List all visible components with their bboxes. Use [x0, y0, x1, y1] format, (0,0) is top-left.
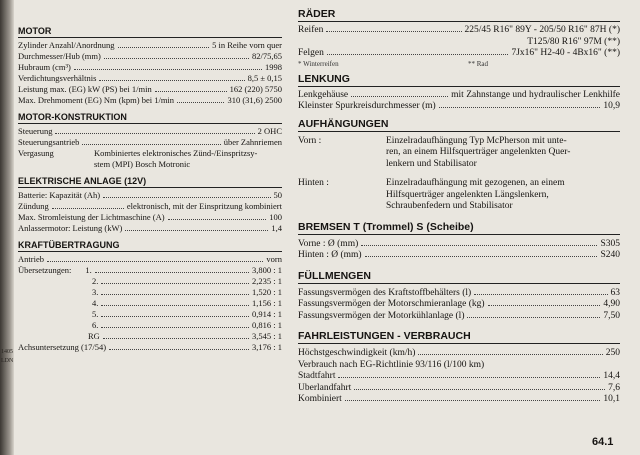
kraft-table: [18, 254, 282, 353]
page-number: 64.1: [592, 436, 614, 448]
table-row: Steuerungsantrieb über Zahnriemen: [18, 137, 282, 147]
table-row: Zylinder Anzahl/Anordnung 5 in Reihe vorn quer: [18, 40, 282, 50]
book-spine: [0, 0, 14, 455]
table-row: Stadtfahrt 14,4: [298, 371, 620, 381]
table-row: Vorn : Einzelradaufhängung Typ McPherson mit unte- ren, an einem Hilfsquerträger angelenkten Quer- lenkern und Stabilisator: [298, 135, 571, 169]
table-row: Verbrauch nach EG-Richtlinie 93/116 (l/100 km): [298, 359, 485, 370]
footnotes: * Winterreifen ** Rad: [298, 59, 488, 68]
table-row: Fassungsvermögen der Motorschmieranlage (kg) 4,90: [298, 299, 620, 309]
left-column: [18, 0, 282, 353]
right-column: [298, 0, 620, 406]
table-row: Durchmesser/Hub (mm) 82/75,65: [18, 51, 282, 61]
table-row: Fassungsvermögen der Motorkühlanlage (l) 7,50: [298, 310, 620, 321]
table-row: Kleinster Spurkreisdurchmesser (m) 10,9: [298, 101, 620, 111]
table-row: Vorne : Ø (mm) S305: [298, 238, 620, 249]
elektrik-table: [18, 190, 282, 234]
section-heading-aufhaengungen: AUFHÄNGUNGEN: [298, 118, 620, 132]
table-row: Zündung elektronisch, mit der Einspritzung kombiniert: [18, 201, 282, 211]
section-heading-bremsen: BREMSEN T (Trommel) S (Scheibe): [298, 221, 620, 235]
table-row: 4. 1,156 : 1: [92, 298, 282, 308]
table-row: Höchstgeschwindigkeit (km/h) 250: [298, 348, 620, 358]
section-heading-kraftuebertragung: KRAFTÜBERTRAGUNG: [18, 240, 282, 252]
table-row: Vergasung Kombiniertes elektronisches Zünd-/Einspritzsy- stem (MPI) Bosch Motronic: [18, 148, 258, 169]
table-row: Hubraum (cm³) 1998: [18, 62, 282, 72]
section-heading-lenkung: LENKUNG: [298, 73, 620, 87]
table-row: Hinten : Ø (mm) S240: [298, 250, 620, 260]
section-heading-motor-konstruktion: MOTOR-KONSTRUKTION: [18, 112, 282, 124]
section-heading-fuellmengen: FÜLLMENGEN: [298, 270, 620, 284]
table-row: Steuerung 2 OHC: [18, 126, 282, 136]
bremsen-table: [298, 239, 620, 262]
lenkung-table: [298, 90, 620, 113]
table-row: Reifen 225/45 R16" 89Y - 205/50 R16" 87H (*): [298, 25, 620, 35]
table-row: Anlassermotor: Leistung (kW) 1,4: [18, 223, 282, 233]
table-row: 2. 2,235 : 1: [92, 276, 282, 286]
fahrleistungen-table: [298, 348, 620, 406]
table-row: Überlandfahrt 7,6: [298, 382, 620, 393]
fuellmengen-table: [298, 288, 620, 323]
table-row: Max. Stromleistung der Lichtmaschine (A) 100: [18, 212, 282, 222]
table-row: 3. 1,520 : 1: [92, 287, 282, 297]
table-row: 5. 0,914 : 1: [92, 309, 282, 319]
table-row: T125/80 R16" 97M (**): [527, 36, 620, 47]
table-row: Batterie: Kapazität (Ah) 50: [18, 190, 282, 200]
table-row: Antrieb vorn: [18, 254, 282, 264]
table-row: Lenkgehäuse mit Zahnstange und hydraulischer Lenkhilfe: [298, 89, 620, 100]
konstruktion-table: [18, 126, 282, 170]
table-row: Verdichtungsverhältnis 8,5 ± 0,15: [18, 73, 282, 83]
table-row: Fassungsvermögen des Kraftstoffbehälters (l) 63: [298, 287, 620, 298]
table-row: Felgen 7Jx16" H2-40 - 4Bx16" (**): [298, 48, 620, 58]
section-heading-elektrische-anlage: ELEKTRISCHE ANLAGE (12V): [18, 176, 282, 188]
table-row: RG 3,545 : 1: [88, 331, 282, 341]
table-row: Übersetzungen: 1. 3,800 : 1: [18, 265, 282, 275]
section-heading-motor: MOTOR: [18, 26, 282, 38]
spine-text: 1405 LDN: [1, 349, 14, 364]
table-row: Max. Drehmoment (EG) Nm (kpm) bei 1/min 310 (31,6) 2500: [18, 95, 282, 105]
table-row: Achsuntersetzung (17/54) 3,176 : 1: [18, 342, 282, 352]
section-heading-fahrleistungen: FAHRLEISTUNGEN - VERBRAUCH: [298, 330, 620, 344]
raeder-table: [298, 25, 620, 68]
table-row: Hinten : Einzelradaufhängung mit gezogenen, an einem Hilfsquerträger angelenkten Längslenkern, Schraubenfedern und Stabilisator: [298, 178, 565, 211]
table-row: Kombiniert 10,1: [298, 394, 620, 404]
motor-table: [18, 40, 282, 106]
table-row: 6. 0,816 : 1: [92, 320, 282, 330]
table-row: Leistung max. (EG) kW (PS) bei 1/min 162 (220) 5750: [18, 84, 282, 94]
section-heading-raeder: RÄDER: [298, 8, 620, 22]
aufhaengungen-table: [298, 136, 620, 213]
